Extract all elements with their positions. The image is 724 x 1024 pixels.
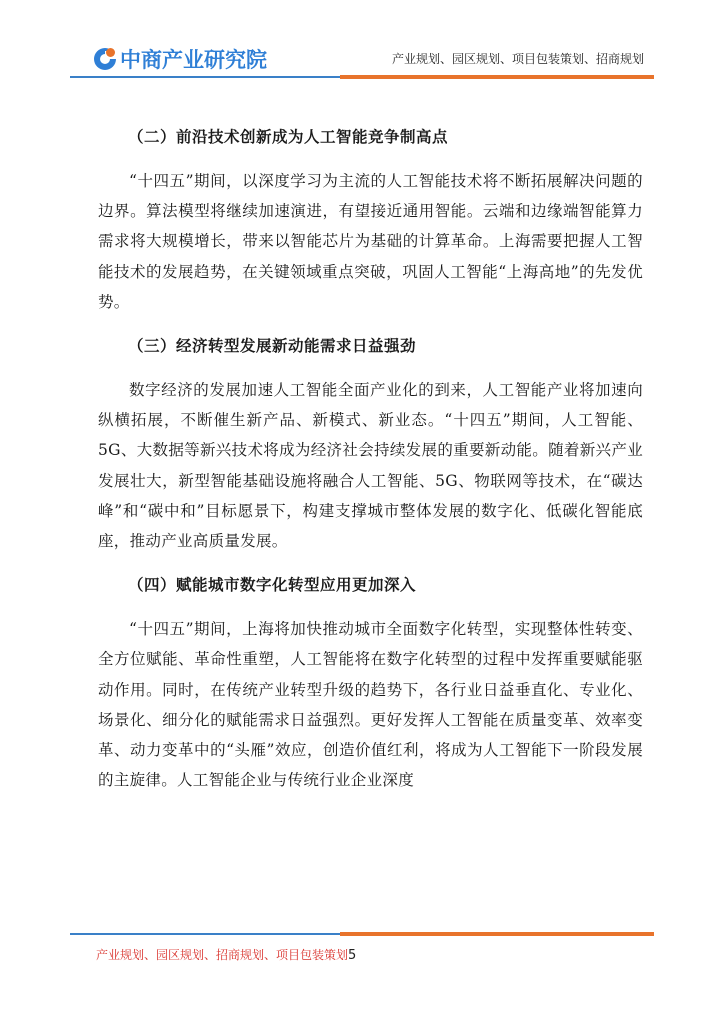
section-heading: （三）经济转型发展新动能需求日益强劲 bbox=[128, 336, 417, 356]
footer-text: 产业规划、园区规划、招商规划、项目包装策划 bbox=[96, 948, 349, 962]
section-heading: （二）前沿技术创新成为人工智能竞争制高点 bbox=[128, 127, 449, 146]
header-tagline: 产业规划、园区规划、项目包装策划、招商规划 bbox=[391, 52, 644, 66]
footer-divider-blue bbox=[70, 933, 340, 935]
page-footer bbox=[96, 946, 356, 963]
section-heading: （四）赋能城市数字化转型应用更加深入 bbox=[128, 575, 417, 595]
logo-text: 中商产业研究院 bbox=[120, 48, 267, 72]
logo-mark-icon bbox=[94, 48, 116, 70]
footer-divider-orange bbox=[340, 932, 654, 936]
document-body bbox=[98, 122, 643, 809]
paragraph: 数字经济的发展加速人工智能全面产业化的到来，人工智能产业将加速向纵横拓展，不断催生新产品、新模式、新业态。“十四五”期间，人工智能、5G、大数据等新兴技术将成为经济社会持续发展的重要新动能。随着新兴产业发展壮大，新型智能基础设施将融合人工智能、5G、物联网等技术，在“碳达峰”和“碳中和”目标愿景下，构建支撑城市整体发展的数字化、低碳化智能底座，推动产业高质量发展。 bbox=[98, 381, 643, 551]
logo bbox=[94, 44, 267, 74]
paragraph: “十四五”期间，以深度学习为主流的人工智能技术将不断拓展解决问题的边界。算法模型将继续加速演进，有望接近通用智能。云端和边缘端智能算力需求将大规模增长，带来以智能芯片为基础的计算革命。上海需要把握人工智能技术的发展趋势，在关键领域重点突破，巩固人工智能“上海高地”的先发优势。 bbox=[98, 172, 643, 311]
paragraph: “十四五”期间，上海将加快推动城市全面数字化转型，实现整体性转变、全方位赋能、革命性重塑，人工智能将在数字化转型的过程中发挥重要赋能驱动作用。同时，在传统产业转型升级的趋势下，各行业日益垂直化、专业化、场景化、细分化的赋能需求日益强烈。更好发挥人工智能在质量变革、效率变革、动力变革中的“头雁”效应，创造价值红利，将成为人工智能下一阶段发展的主旋律。人工智能企业与传统行业企业深度 bbox=[98, 620, 643, 790]
page-header bbox=[0, 0, 724, 90]
header-divider-blue bbox=[70, 76, 340, 78]
page-number: 5 bbox=[348, 948, 357, 963]
header-divider-orange bbox=[340, 75, 654, 79]
